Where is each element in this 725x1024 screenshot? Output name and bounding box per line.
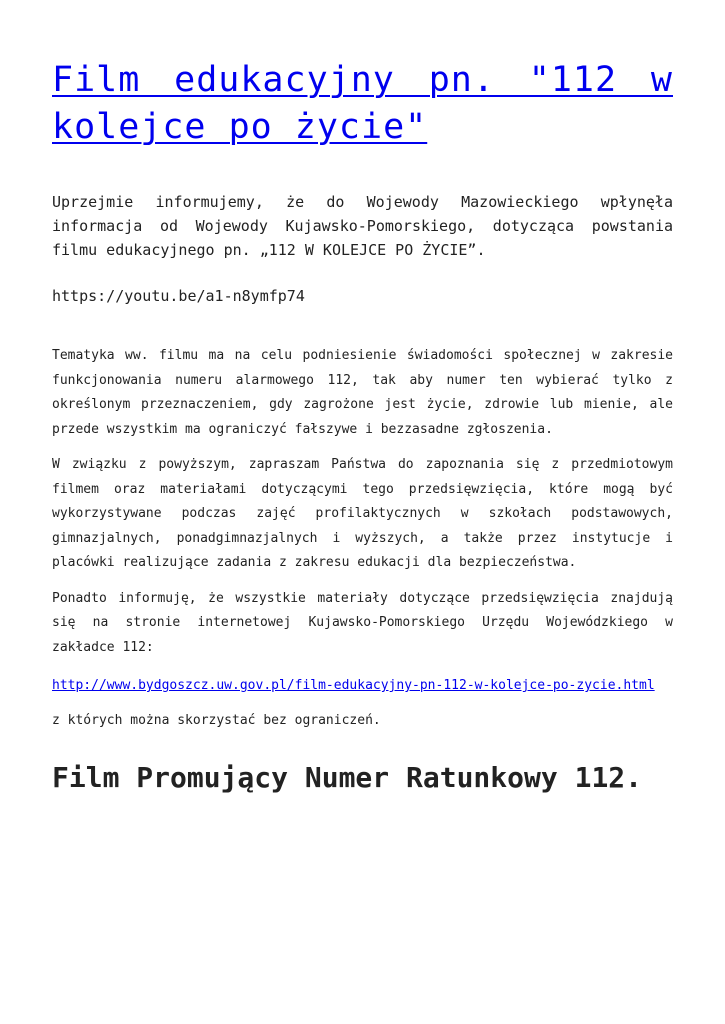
section-heading: Film Promujący Numer Ratunkowy 112. <box>52 761 643 794</box>
page-title <box>52 0 673 151</box>
paragraph-usage-note: z których można skorzystać bez ograniczeń. <box>52 712 381 728</box>
article <box>52 0 673 797</box>
title-link[interactable]: Film edukacyjny pn. "112 w kolejce po życie" <box>52 60 673 147</box>
materials-link[interactable]: http://www.bydgoszcz.uw.gov.pl/film-edukacyjny-pn-112-w-kolejce-po-zycie.html <box>52 678 655 693</box>
intro-paragraph: Uprzejmie informujemy, że do Wojewody Mazowieckiego wpłynęła informacja od Wojewody Kujawsko-Pomorskiego, dotycząca powstania filmu edukacyjnego pn. „112 W KOLEJCE PO ŻYCIE”. <box>52 193 673 259</box>
materials-link-paragraph <box>52 674 673 699</box>
paragraph-materials-info: Ponadto informuję, że wszystkie materiały dotyczące przedsięwzięcia znajdują się na stronie internetowej Kujawsko-Pomorskiego Urzędu Wojewódzkiego w zakładce 112: <box>52 590 673 655</box>
paragraph-invitation: W związku z powyższym, zapraszam Państwa do zapoznania się z przedmiotowym filmem oraz materiałami dotyczącymi tego przedsięwzięcia, które mogą być wykorzystywane podczas zajęć profilaktycznych w szkołach podstawowych, gimnazjalnych, ponadgimnazjalnych i wyższych, a także przez instytucje i placówki realizujące zadania z zakresu edukacji dla bezpieczeństwa. <box>52 457 673 570</box>
youtube-url-text: https://youtu.be/a1-n8ymfp74 <box>52 287 305 305</box>
paragraph-topic: Tematyka ww. filmu ma na celu podniesienie świadomości społecznej w zakresie funkcjonowania numeru alarmowego 112, tak aby numer ten wybierać tylko z określonym przeznaczeniem, gdy zagrożone jest życie, zdrowie lub mienie, ale przede wszystkim ma ograniczyć fałszywe i bezzasadne zgłoszenia. <box>52 348 673 437</box>
